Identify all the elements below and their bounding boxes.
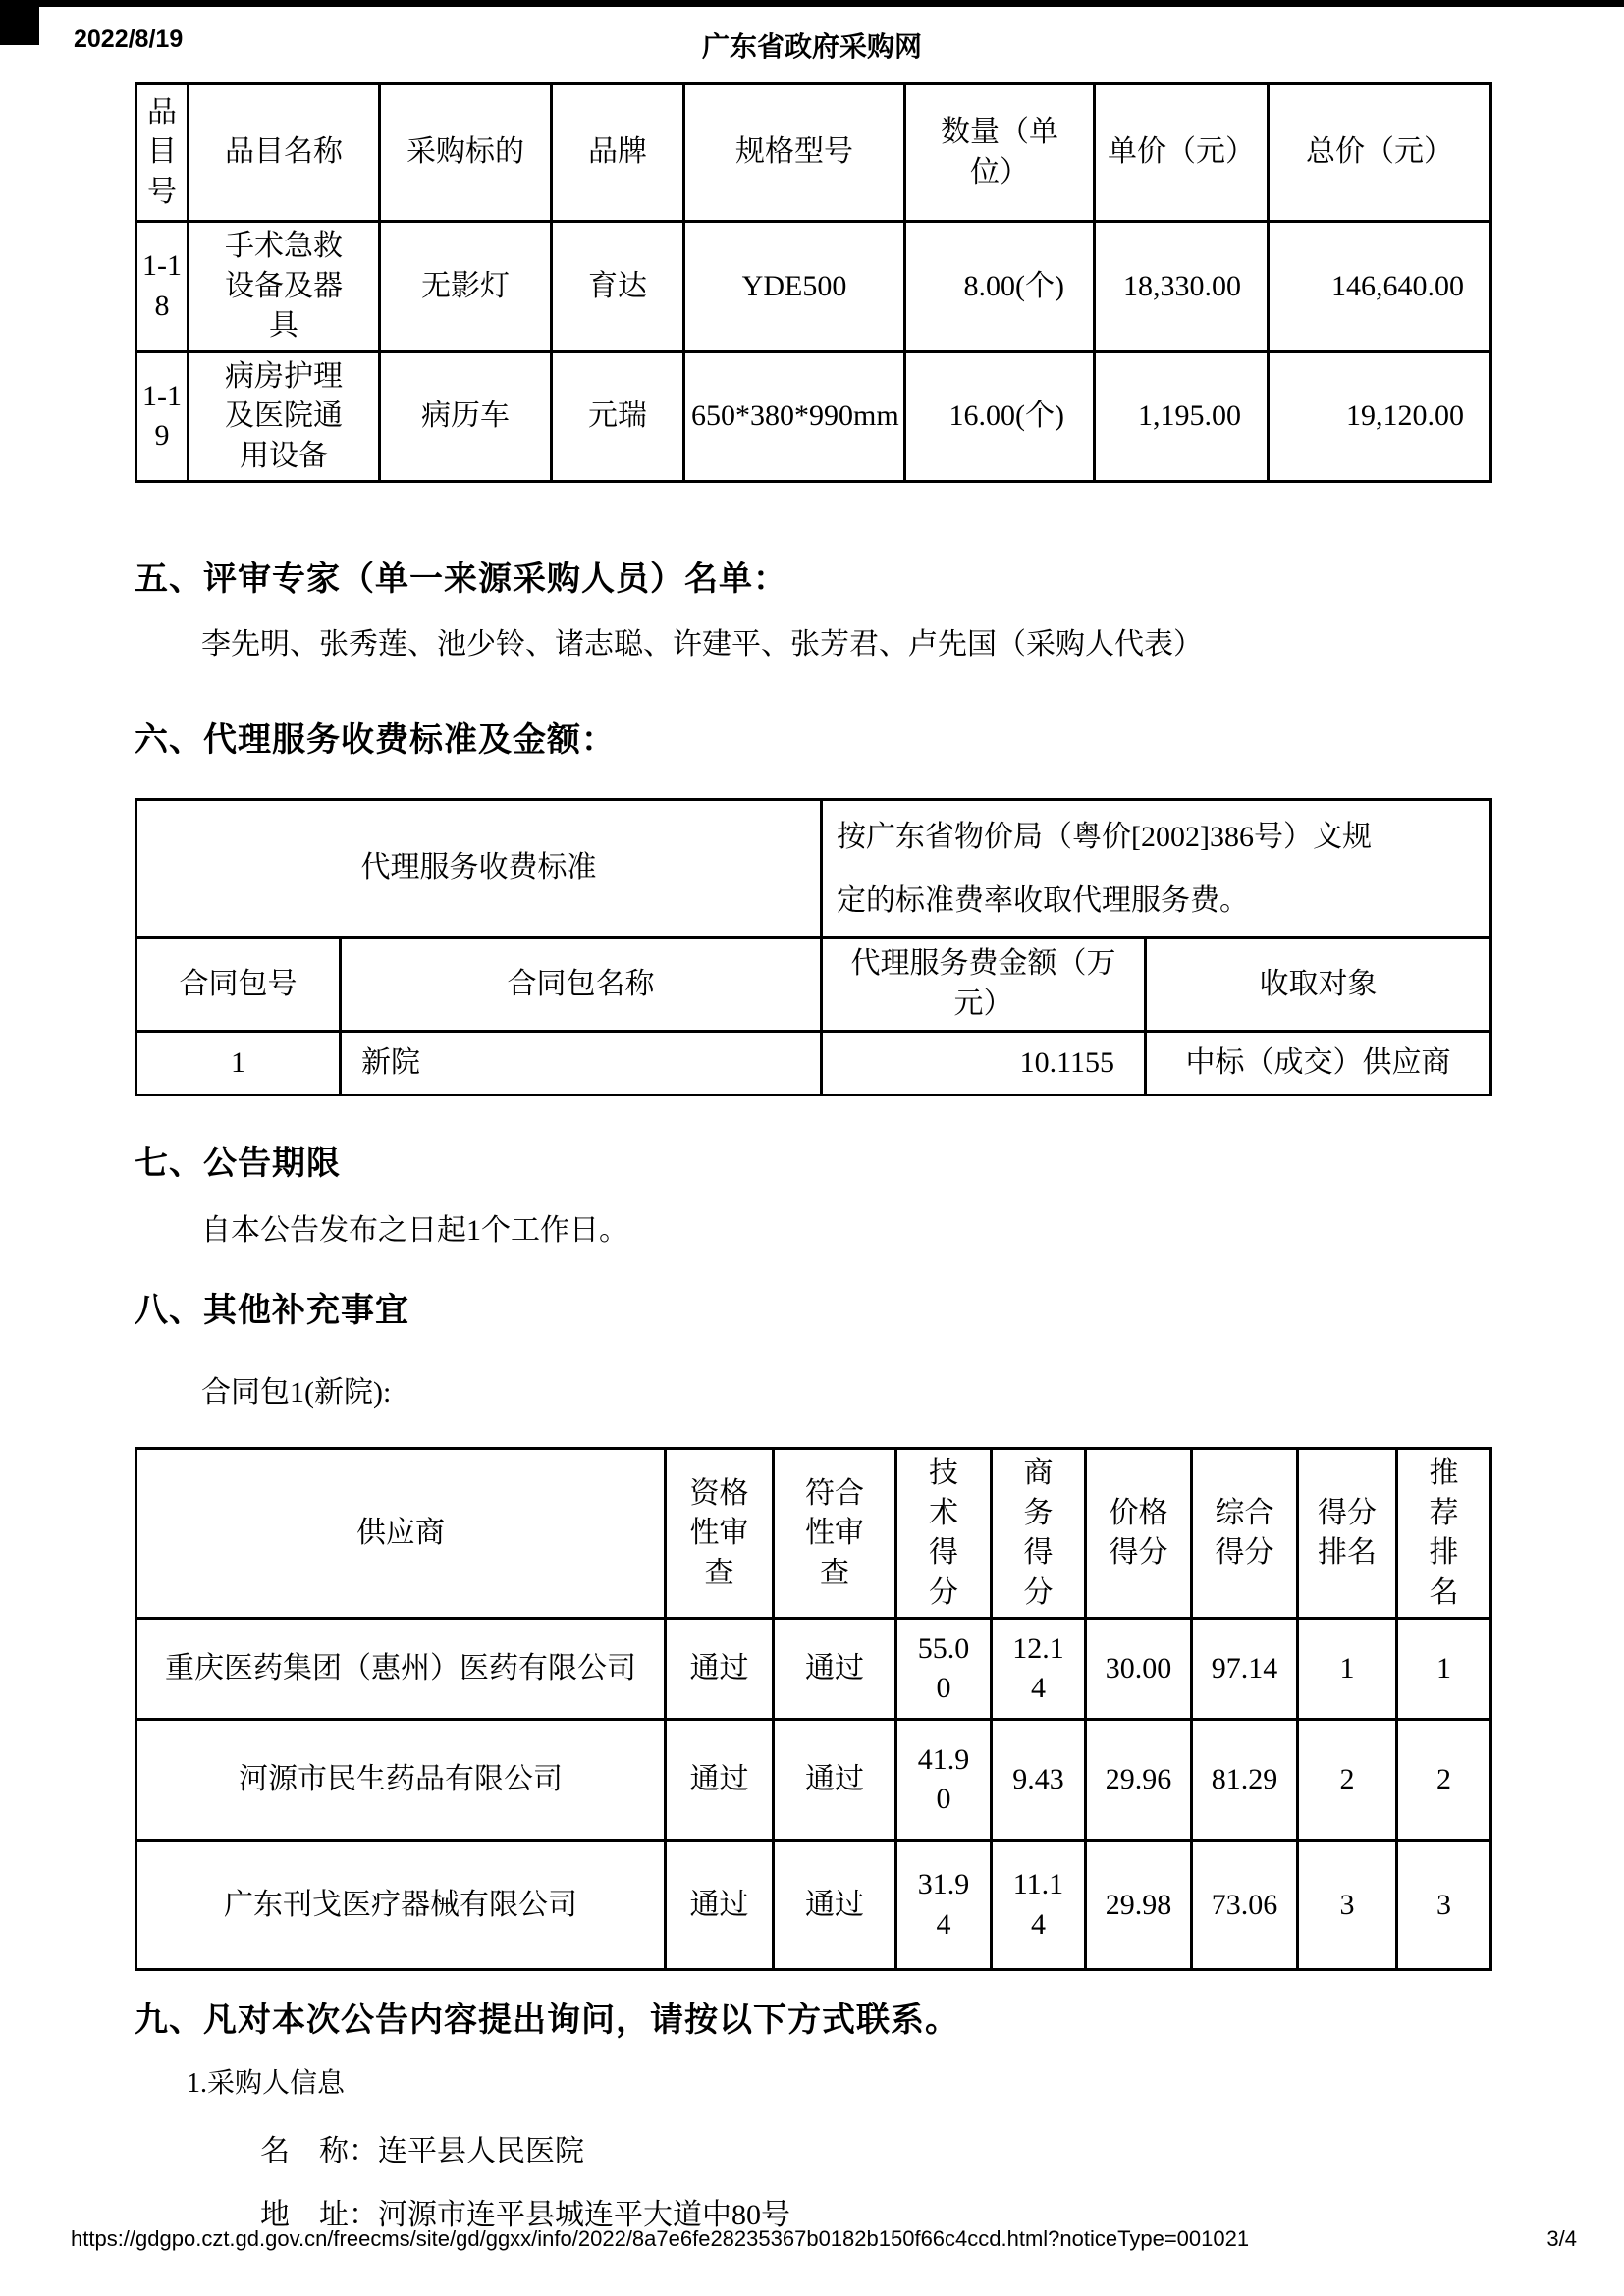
page-footer (0, 2226, 1624, 2252)
supplier-name-cell: 广东刊戈医疗器械有限公司 (136, 1841, 666, 1970)
score-header-row (136, 1449, 1491, 1619)
items-header-cell: 品牌 (552, 84, 684, 222)
items-header-cell: 规格型号 (684, 84, 905, 222)
total-score-cell: 73.06 (1192, 1841, 1298, 1970)
fee-header-cell: 合同包名称 (341, 937, 822, 1031)
tech-score-cell: 55.00 (896, 1619, 992, 1720)
business-score-cell: 11.14 (992, 1841, 1086, 1970)
score-header-cell: 综合得分 (1192, 1449, 1298, 1619)
score-header-cell: 资格性审查 (666, 1449, 774, 1619)
items-row (136, 222, 1491, 352)
score-header-cell: 技术得分 (896, 1449, 992, 1619)
section-5-heading: 五、评审专家（单一来源采购人员）名单： (135, 561, 787, 598)
price-score-cell: 29.98 (1086, 1841, 1192, 1970)
item-unitprice-cell: 1,195.00 (1095, 351, 1269, 482)
item-no-cell: 1-18 (136, 222, 189, 352)
fee-header-cell: 代理服务费金额（万元） (822, 937, 1146, 1031)
items-header-cell: 品目号 (136, 84, 189, 222)
score-row (136, 1720, 1491, 1841)
fee-standard-row (136, 799, 1491, 937)
score-rank-cell: 2 (1298, 1720, 1397, 1841)
fee-standard-text (822, 799, 1491, 937)
price-score-cell: 29.96 (1086, 1720, 1192, 1841)
item-brand-cell: 元瑞 (552, 351, 684, 482)
purchaser-address-line: 地 址：河源市连平县城连平大道中80号 (260, 2198, 790, 2231)
item-spec-cell: YDE500 (684, 222, 905, 352)
conformity-cell: 通过 (774, 1720, 896, 1841)
section-7-heading: 七、公告期限 (135, 1144, 341, 1182)
site-title: 广东省政府采购网 (701, 31, 922, 62)
supplier-name-cell: 河源市民生药品有限公司 (136, 1720, 666, 1841)
fee-amount-cell: 10.1155 (822, 1031, 1146, 1095)
purchaser-info-heading: 1.采购人信息 (187, 2068, 346, 2100)
score-header-cell: 价格得分 (1086, 1449, 1192, 1619)
recommend-rank-cell: 3 (1397, 1841, 1491, 1970)
item-name-cell: 手术急救设备及器具 (189, 222, 380, 352)
recommend-rank-cell: 1 (1397, 1619, 1491, 1720)
price-score-cell: 30.00 (1086, 1619, 1192, 1720)
fee-standard-label: 代理服务收费标准 (136, 799, 822, 937)
qualification-cell: 通过 (666, 1619, 774, 1720)
items-header-row (136, 84, 1491, 222)
print-date: 2022/8/19 (74, 26, 184, 53)
conformity-cell: 通过 (774, 1841, 896, 1970)
fee-package-name-cell: 新院 (341, 1031, 822, 1095)
notice-period-text: 自本公告发布之日起1个工作日。 (201, 1213, 628, 1247)
recommend-rank-cell: 2 (1397, 1720, 1491, 1841)
items-header-cell: 总价（元） (1269, 84, 1491, 222)
score-header-cell: 商务得分 (992, 1449, 1086, 1619)
item-target-cell: 无影灯 (380, 222, 552, 352)
expert-names: 李先明、张秀莲、池少铃、诸志聪、许建平、张芳君、卢先国（采购人代表） (201, 627, 1203, 661)
score-table (135, 1447, 1492, 1971)
supplier-name-cell: 重庆医药集团（惠州）医药有限公司 (136, 1619, 666, 1720)
section-9-heading: 九、凡对本次公告内容提出询问，请按以下方式联系。 (135, 2002, 959, 2040)
total-score-cell: 97.14 (1192, 1619, 1298, 1720)
score-row (136, 1841, 1491, 1970)
score-header-cell: 得分排名 (1298, 1449, 1397, 1619)
print-header (0, 0, 1624, 82)
fee-package-no-cell: 1 (136, 1031, 341, 1095)
item-qty-cell: 16.00(个) (905, 351, 1095, 482)
item-total-cell: 146,640.00 (1269, 222, 1491, 352)
item-qty-cell: 8.00(个) (905, 222, 1095, 352)
items-header-cell: 单价（元） (1095, 84, 1269, 222)
items-table (135, 82, 1492, 483)
score-header-cell: 符合性审查 (774, 1449, 896, 1619)
qualification-cell: 通过 (666, 1720, 774, 1841)
tech-score-cell: 41.90 (896, 1720, 992, 1841)
fee-header-cell: 合同包号 (136, 937, 341, 1031)
fee-header-row (136, 937, 1491, 1031)
section-8-heading: 八、其他补充事宜 (135, 1291, 409, 1329)
score-rank-cell: 3 (1298, 1841, 1397, 1970)
item-unitprice-cell: 18,330.00 (1095, 222, 1269, 352)
item-target-cell: 病历车 (380, 351, 552, 482)
score-header-cell: 供应商 (136, 1449, 666, 1619)
item-no-cell: 1-19 (136, 351, 189, 482)
document-content (135, 82, 1489, 2234)
item-total-cell: 19,120.00 (1269, 351, 1491, 482)
total-score-cell: 81.29 (1192, 1720, 1298, 1841)
items-header-cell: 品目名称 (189, 84, 380, 222)
fee-header-cell: 收取对象 (1146, 937, 1491, 1031)
items-row (136, 351, 1491, 482)
business-score-cell: 12.14 (992, 1619, 1086, 1720)
contract-package-label: 合同包1(新院): (201, 1376, 392, 1410)
item-spec-cell: 650*380*990mm (684, 351, 905, 482)
tech-score-cell: 31.94 (896, 1841, 992, 1970)
section-6-heading: 六、代理服务收费标准及金额： (135, 721, 616, 759)
purchaser-name-line: 名 称：连平县人民医院 (260, 2134, 584, 2167)
fee-payer-cell: 中标（成交）供应商 (1146, 1031, 1491, 1095)
items-header-cell: 数量（单位） (905, 84, 1095, 222)
item-name-cell: 病房护理及医院通用设备 (189, 351, 380, 482)
score-row (136, 1619, 1491, 1720)
footer-url: https://gdgpo.czt.gd.gov.cn/freecms/site/gd/ggxx/info/2022/8a7e6fe28235367b0182b150f66c4ccd.html?noticeType=001021 (71, 2226, 1250, 2251)
score-rank-cell: 1 (1298, 1619, 1397, 1720)
page-number: 3/4 (1546, 2226, 1577, 2251)
fee-table (135, 798, 1492, 1096)
fee-row (136, 1031, 1491, 1095)
fee-standard-text-content: 按广东省物价局（粤价[2002]386号）文规定的标准费率收取代理服务费。 (837, 820, 1372, 917)
qualification-cell: 通过 (666, 1841, 774, 1970)
score-header-cell: 推荐排名 (1397, 1449, 1491, 1619)
business-score-cell: 9.43 (992, 1720, 1086, 1841)
item-brand-cell: 育达 (552, 222, 684, 352)
items-header-cell: 采购标的 (380, 84, 552, 222)
conformity-cell: 通过 (774, 1619, 896, 1720)
